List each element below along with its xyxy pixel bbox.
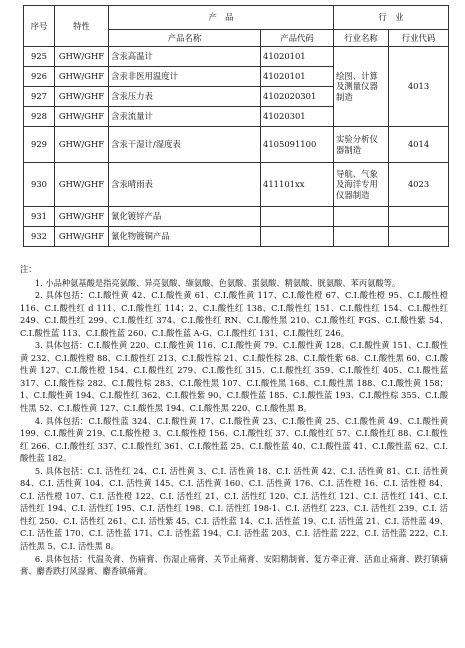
cell-product-name: 含汞流量计 [109, 107, 261, 127]
header-industry-code: 行业代码 [389, 30, 449, 47]
cell-product-code: 4105091100 [261, 127, 334, 163]
notes-section [20, 263, 448, 578]
note-item: 3. 具体包括：C.I.酸性黄 220、C.I.酸性黄 116、C.I.酸性黄 79、C.I.酸性黄 128、C.I.酸性黄 151、C.I.酸性黄 232、C.I.酸性橙 88、C.I.酸性红 213、C.I.酸性棕 21、C.I.酸性棕 28、C.I.酸性紫 68、C.I.酸性黑 60、C.I.酸性黄 127、C.I.酸性橙 154、C.I.酸性红 279、C.I.酸性红 315、C.I.酸性红 359、C.I.酸性红 405、C.I.酸性蓝 317、C.I.酸性棕 282、C.I.酸性棕 283、C.I.酸性黑 107、C.I.酸性黑 168、C.I.酸性黑 188、C.I.酸性黄 158；1、C.I.酸性黄 194、C.I.酸性红 362、C.I.酸性紫 90、C.I.酸性蓝 185、C.I.酸性蓝 193、C.I.酸性棕 355、C.I.酸性黑 52、C.I.酸性黄 127、C.I.酸性黑 194、C.I.酸性黑 220、C.I.酸性黑 B。 [20, 340, 448, 414]
cell-attr: GHW/GHF [55, 107, 109, 127]
header-industry: 行 业 [334, 6, 449, 30]
cell-seq: 926 [24, 67, 55, 87]
cell-product-name: 含汞干湿计/湿度表 [109, 127, 261, 163]
table-row [24, 127, 449, 163]
cell-industry-code: 4013 [389, 47, 449, 127]
cell-industry-code: 4023 [389, 163, 449, 207]
cell-product-name: 含汞非医用温度计 [109, 67, 261, 87]
header-product: 产 品 [109, 6, 334, 30]
product-table [23, 5, 449, 247]
cell-product-code: 41020101 [261, 67, 334, 87]
cell-industry-code: 4014 [389, 127, 449, 163]
note-item: 4. 具体包括：C.I.酸性蓝 324、C.I.酸性黄 17、C.I.酸性黄 23、C.I.酸性黄 25、C.I.酸性黄 49、C.I.酸性黄 199、C.I.酸性黄 219、C.I.酸性橙 3、C.I.酸性橙 156、C.I.酸性红 37、C.I.酸性红 57、C.I.酸性红 88、C.I.酸性红 266、C.I.酸性红 337、C.I.酸性红 361、C.I.酸性蓝 25、C.I.酸性蓝 40、C.I.酸性蓝 41、C.I.酸性蓝 62、C.I.酸性蓝 182。 [20, 415, 448, 464]
cell-seq: 927 [24, 87, 55, 107]
cell-seq: 932 [24, 227, 55, 247]
cell-seq: 928 [24, 107, 55, 127]
cell-product-name: 含汞高温计 [109, 47, 261, 67]
cell-attr: GHW/GHF [55, 87, 109, 107]
cell-seq: 930 [24, 163, 55, 207]
cell-product-name: 含汞压力表 [109, 87, 261, 107]
cell-attr: GHW/GHF [55, 227, 109, 247]
cell-product-code [261, 207, 334, 227]
cell-product-code [261, 227, 334, 247]
cell-product-code: 411101xx [261, 163, 334, 207]
cell-product-code: 4102020301 [261, 87, 334, 107]
header-seq: 序号 [24, 6, 55, 47]
cell-product-name: 含汞晴雨表 [109, 163, 261, 207]
cell-attr: GHW/GHF [55, 207, 109, 227]
cell-attr: GHW/GHF [55, 47, 109, 67]
note-item: 1. 小品种氨基酸是指亮氨酸、异亮氨酸、缬氨酸、色氨酸、蛋氨酸、精氨酸、胱氨酸、苯丙氨酸等。 [34, 277, 401, 288]
note-item: 2. 具体包括：C.I.酸性黄 42、C.I.酸性黄 61、C.I.酸性黄 117、C.I.酸性橙 67、C.I.酸性橙 95、C.I.酸性橙 116、C.I.酸性红 d 111、C.I.酸性红 114；2、C.I.酸性红 138、C.I.酸性红 151、C.I.酸性红 154、C.I.酸性红 249、C.I.酸性红 299、C.I.酸性红 374、C.I.酸性红 RN、C.I.酸性黑 210、C.I.酸性红 FGS、C.I.酸性紫 54、C.I.酸性蓝 113、C.I.酸性蓝 260、C.I.酸性蓝 A-G、C.I.酸性红 131、C.I.酸性红 246。 [20, 290, 448, 338]
cell-attr: GHW/GHF [55, 127, 109, 163]
header-product-name: 产品名称 [109, 30, 261, 47]
cell-seq: 931 [24, 207, 55, 227]
table-row [24, 163, 449, 207]
cell-seq: 929 [24, 127, 55, 163]
table-row [24, 47, 449, 67]
notes-title: 注： [20, 264, 37, 274]
cell-attr: GHW/GHF [55, 67, 109, 87]
cell-industry-name: 导航、气象及海洋专用仪器制造 [334, 163, 389, 207]
cell-product-name: 氰化物镀铜产品 [109, 227, 261, 247]
cell-industry-name: 实验分析仪器制造 [334, 127, 389, 163]
header-attr: 特性 [55, 6, 109, 47]
cell-product-code: 41020101 [261, 47, 334, 67]
note-item: 6. 具体包括：代温灸膏、伤痛膏、伤湿止痛膏、关节止痛膏、安阳精制膏、复方牵正膏、活血止痛膏、跌打镇痛膏、麝香跌打风湿膏、麝香镇痛膏。 [20, 553, 448, 577]
cell-attr: GHW/GHF [55, 163, 109, 207]
cell-seq: 925 [24, 47, 55, 67]
cell-product-code: 41020301 [261, 107, 334, 127]
table-row [24, 207, 449, 227]
cell-industry-code [389, 227, 449, 247]
cell-industry-name: 绘图、计算及测量仪器制造 [334, 47, 389, 127]
cell-industry-name [334, 227, 389, 247]
note-item: 5. 具体包括：C.I. 活性红 24、C.I. 活性黄 3、C.I. 活性黄 18、C.I. 活性黄 42、C.I. 活性黄 81、C.I. 活性黄 84、C.I. 活性黄 104、C.I. 活性黄 145、C.I. 活性黄 160、C.I. 活性黄 176、C.I. 活性橙 16、C.I. 活性橙 84、C.I. 活性橙 107、C.I. 活性橙 122、C.I. 活性红 21、C.I. 活性红 120、C.I. 活性红 121、C.I. 活性红 141、C.I. 活性红 194、C.I. 活性红 195、C.I. 活性红 198、C.I. 活性红 198-1、C.I. 活性红 223、C.I. 活性红 239、C.I. 活性红 250、C.I. 活性红 261、C.I. 活性紫 45、C.I. 活性蓝 14、C.I. 活性蓝 19、C.I. 活性蓝 21、C.I. 活性蓝 49、C.I. 活性蓝 170、C.I. 活性蓝 171、C.I. 活性蓝 194、C.I. 活性蓝 203、C.I. 活性蓝 222、C.I. 活性蓝 222、C.I. 活性黑 5、C.I. 活性黑 8。 [20, 465, 448, 552]
header-row-1 [24, 6, 449, 30]
header-industry-name: 行业名称 [334, 30, 389, 47]
header-product-code: 产品代码 [261, 30, 334, 47]
table-row [24, 227, 449, 247]
cell-industry-name [334, 207, 389, 227]
cell-industry-code [389, 207, 449, 227]
cell-product-name: 氰化镀锌产品 [109, 207, 261, 227]
